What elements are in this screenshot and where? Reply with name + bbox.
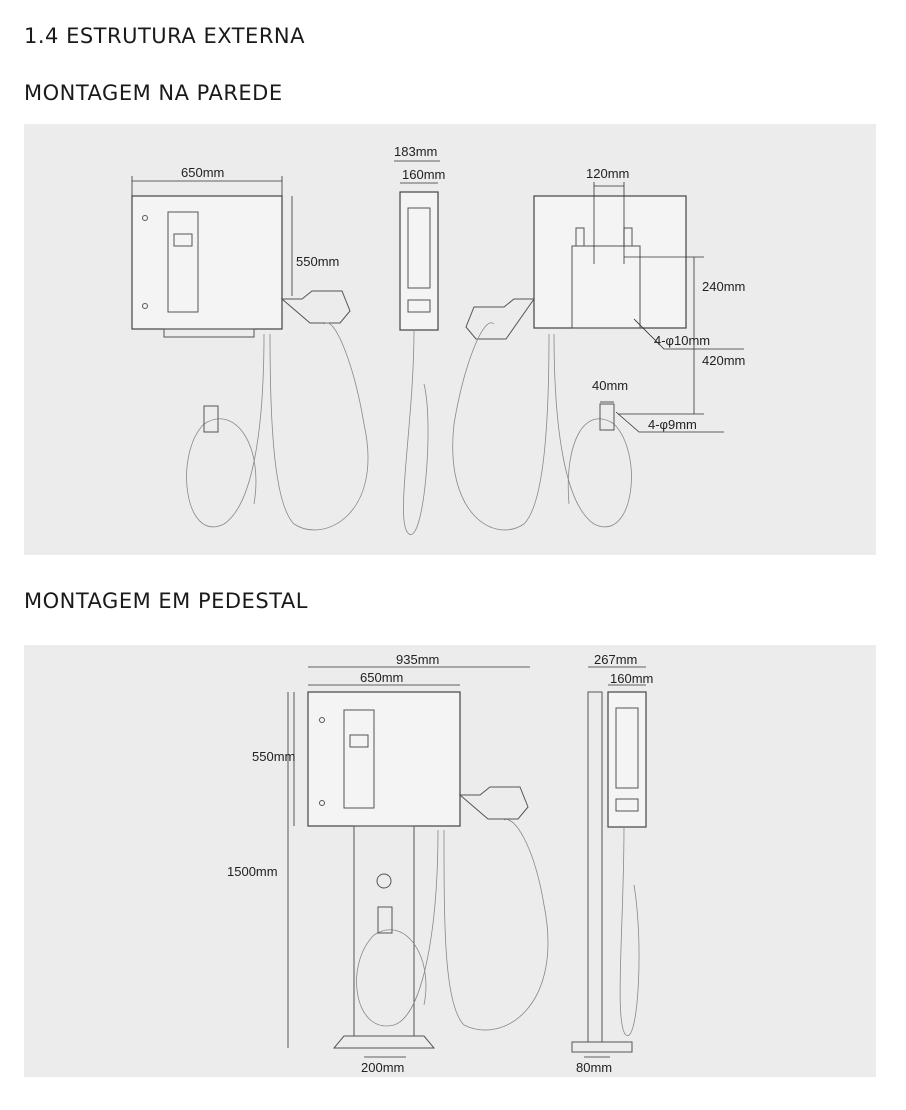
pedestal-front-view — [288, 667, 548, 1057]
base-width-label: 200mm — [361, 1060, 405, 1075]
side-depth-body-label: 160mm — [610, 671, 654, 686]
pedestal-front-width-label: 650mm — [360, 670, 404, 685]
front-view-charger — [132, 176, 368, 530]
side-view-charger — [394, 161, 440, 535]
section-title: 1.4 ESTRUTURA EXTERNA — [24, 24, 305, 48]
holder-width-label: 40mm — [592, 378, 629, 393]
pedestal-front-height-label: 550mm — [252, 749, 296, 764]
total-height-label: 1500mm — [227, 864, 278, 879]
side-depth-body-label: 160mm — [402, 167, 446, 182]
front-width-label: 650mm — [181, 165, 225, 180]
front-height-label: 550mm — [296, 254, 340, 269]
wall-mount-heading: MONTAGEM NA PAREDE — [24, 81, 283, 105]
side-depth-total-label: 267mm — [594, 652, 638, 667]
wall-mount-drawing — [24, 124, 876, 555]
holder-distance-label: 420mm — [702, 353, 746, 368]
pedestal-mount-heading: MONTAGEM EM PEDESTAL — [24, 589, 308, 613]
bracket-holes-label: 4-φ10mm — [654, 333, 711, 348]
bracket-height-label: 240mm — [702, 279, 746, 294]
side-depth-total-label: 183mm — [394, 144, 438, 159]
rear-view-charger — [453, 182, 744, 530]
overall-width-label: 935mm — [396, 652, 440, 667]
pedestal-side-view — [572, 667, 646, 1057]
holder-holes-label: 4-φ9mm — [648, 417, 697, 432]
side-base-label: 80mm — [576, 1060, 613, 1075]
bracket-spacing-label: 120mm — [586, 166, 630, 181]
pedestal-mount-drawing — [24, 645, 876, 1077]
